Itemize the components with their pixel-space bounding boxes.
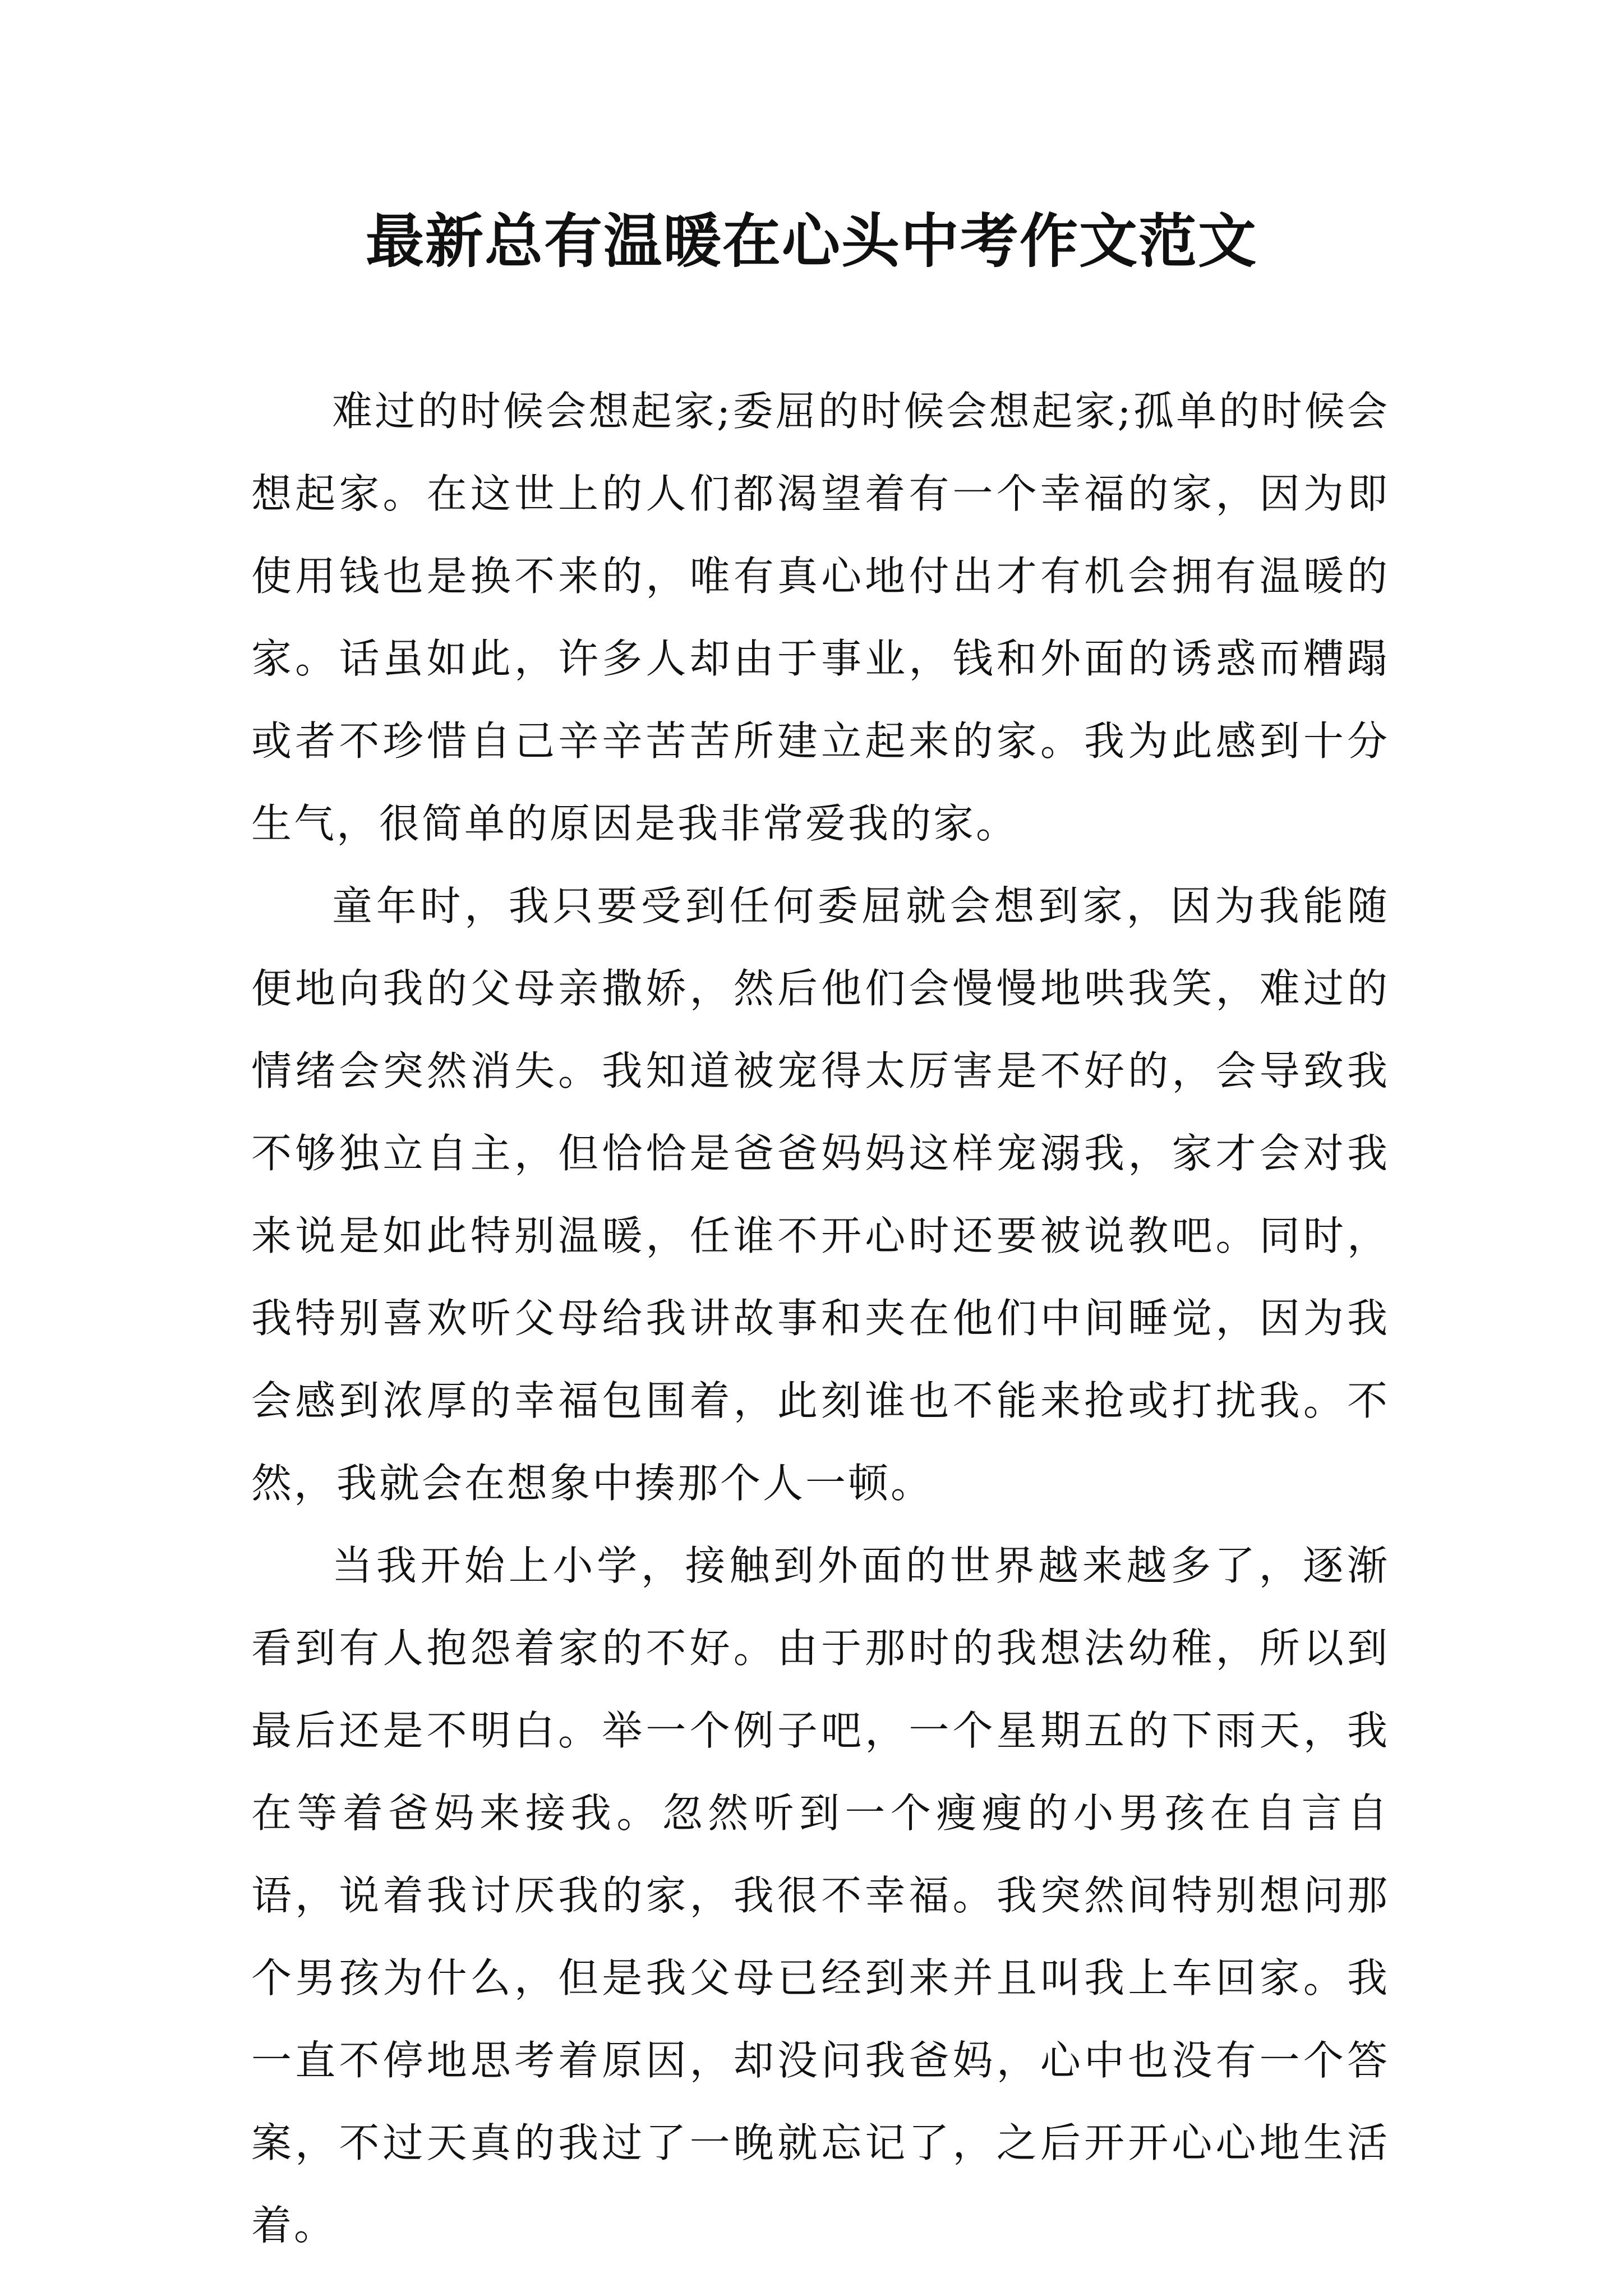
paragraph-1: 难过的时候会想起家;委屈的时候会想起家;孤单的时候会想起家。在这世上的人们都渴望着有一个幸福的家，因为即使用钱也是换不来的，唯有真心地付出才有机会拥有温暖的家。话虽如此，许多人却由于事业，钱和外面的诱惑而糟蹋或者不珍惜自己辛辛苦苦所建立起来的家。我为此感到十分生气，很简单的原因是我非常爱我的家。	[251, 388, 1390, 847]
paragraph-2: 童年时，我只要受到任何委屈就会想到家，因为我能随便地向我的父母亲撒娇，然后他们会慢慢地哄我笑，难过的情绪会突然消失。我知道被宠得太厉害是不好的，会导致我不够独立自主，但恰恰是爸爸妈妈这样宠溺我，家才会对我来说是如此特别温暖，任谁不开心时还要被说教吧。同时，我特别喜欢听父母给我讲故事和夹在他们中间睡觉，因为我会感到浓厚的幸福包围着，此刻谁也不能来抢或打扰我。不然，我就会在想象中揍那个人一顿。	[251, 882, 1390, 1507]
document-title: 最新总有温暖在心头中考作文范文	[365, 207, 1257, 275]
document-body	[251, 370, 1390, 2267]
paragraph-3: 当我开始上小学，接触到外面的世界越来越多了，逐渐看到有人抱怨着家的不好。由于那时的我想法幼稚，所以到最后还是不明白。举一个例子吧，一个星期五的下雨天，我在等着爸妈来接我。忽然听到一个瘦瘦的小男孩在自言自语，说着我讨厌我的家，我很不幸福。我突然间特别想问那个男孩为什么，但是我父母已经到来并且叫我上车回家。我一直不停地思考着原因，却没问我爸妈，心中也没有一个答案，不过天真的我过了一晚就忘记了，之后开开心心地生活着。	[251, 1542, 1390, 2249]
